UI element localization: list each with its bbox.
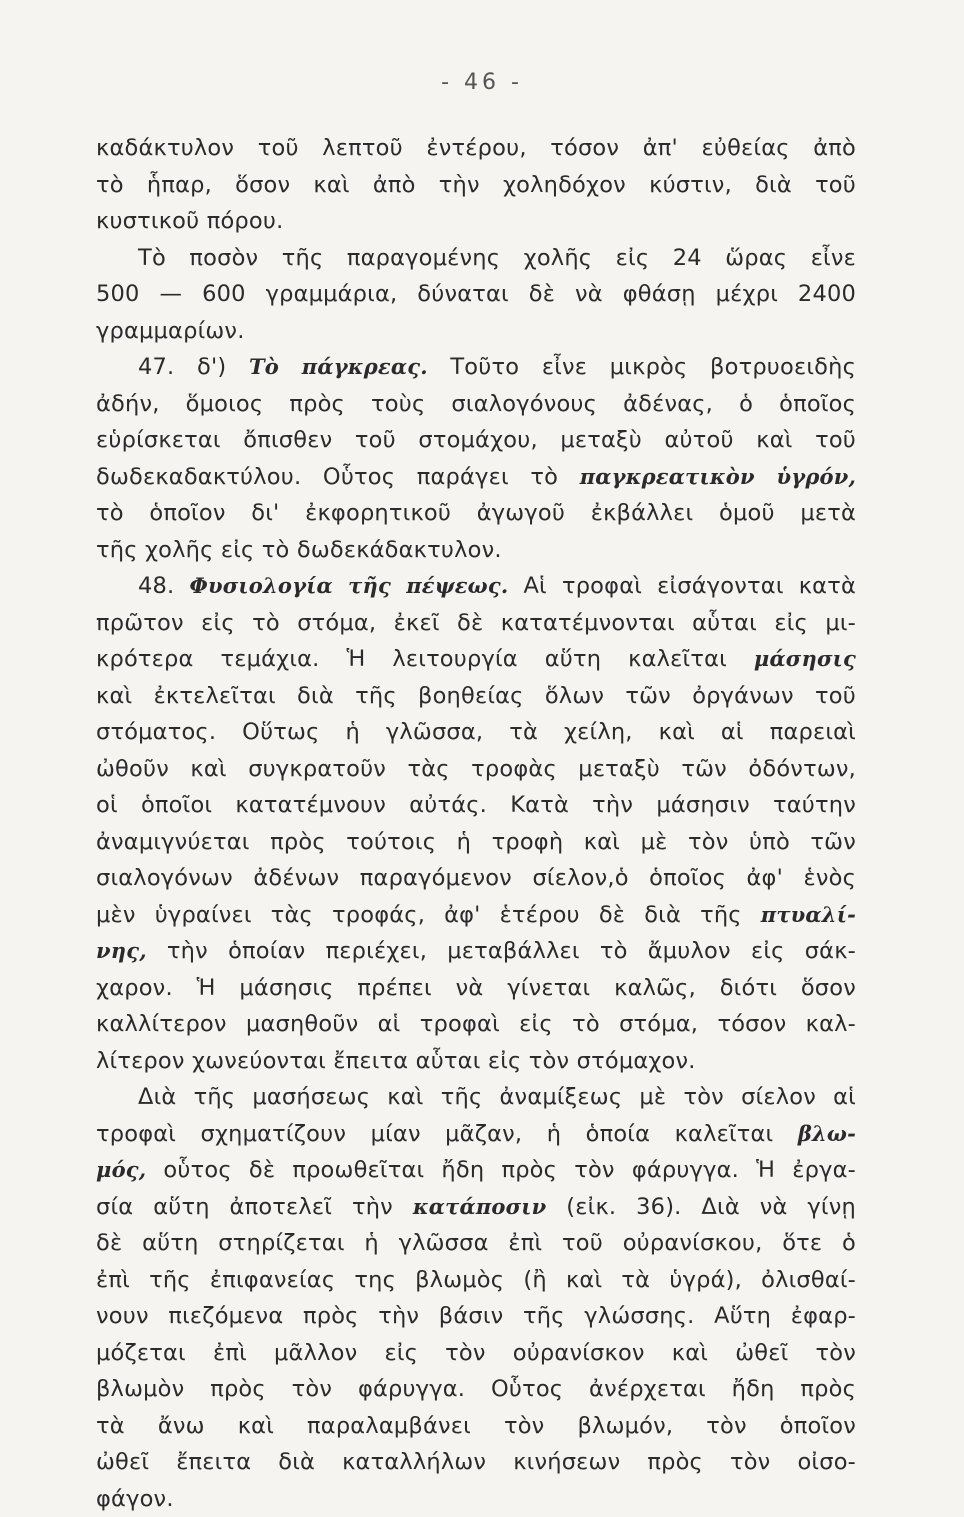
text-line: ὠθεῖ ἔπειτα διὰ καταλλήλων κινήσεων πρὸς τὸν οἰσο- xyxy=(96,1444,856,1481)
line-text: μὲν ὑγραίνει τὰς τροφάς, ἀφ' ἑτέρου δὲ διὰ τῆς xyxy=(96,902,761,928)
page-number: - 46 - xyxy=(0,70,964,95)
text-line: σιαλογόνων ἀδένων παραγόμενον σίελον,ὁ ὁποῖος ἀφ' ἑνὸς xyxy=(96,860,856,897)
emphasized-term: Φυσιολογία τῆς πέψεως. xyxy=(189,573,508,598)
text-line: μόζεται ἐπὶ μᾶλλον εἰς τὸν οὐρανίσκον καὶ ὠθεῖ τὸν xyxy=(96,1335,856,1372)
text-line xyxy=(96,1116,856,1153)
text-line: δὲ αὕτη στηρίζεται ἡ γλῶσσα ἐπὶ τοῦ οὐρανίσκου, ὅτε ὁ xyxy=(96,1225,856,1262)
text-line: βλωμὸν πρὸς τὸν φάρυγγα. Οὗτος ἀνέρχεται ἤδη πρὸς xyxy=(96,1371,856,1408)
text-line: τὸ ὁποῖον δι' ἐκφορητικοῦ ἀγωγοῦ ἐκβάλλει ὁμοῦ μετὰ xyxy=(96,495,856,532)
text-line: οἱ ὁποῖοι κατατέμνουν αὐτάς. Κατὰ τὴν μάσησιν ταύτην xyxy=(96,787,856,824)
line-text: οὗτος δὲ προωθεῖται ἤδη πρὸς τὸν φάρυγγα. Ἡ ἐργα- xyxy=(146,1157,856,1183)
emphasized-term: μάσησις xyxy=(754,646,856,671)
text-line: ἀδήν, ὅμοιος πρὸς τοὺς σιαλογόνους ἀδένας, ὁ ὁποῖος xyxy=(96,386,856,423)
text-line: ὠθοῦν καὶ συγκρατοῦν τὰς τροφὰς μεταξὺ τῶν ὀδόντων, xyxy=(96,751,856,788)
text-line: Τὸ ποσὸν τῆς παραγομένης χολῆς εἰς 24 ὥρας εἶνε xyxy=(96,240,856,277)
text-line: καδάκτυλον τοῦ λεπτοῦ ἐντέρου, τόσον ἀπ' εὐθείας ἀπὸ xyxy=(96,130,856,167)
text-line: τὸ ἧπαρ, ὅσον καὶ ἀπὸ τὴν χοληδόχον κύστιν, διὰ τοῦ xyxy=(96,167,856,204)
text-line: 500 — 600 γραμμάρια, δύναται δὲ νὰ φθάσῃ μέχρι 2400 xyxy=(96,276,856,313)
line-text: σία αὕτη ἀποτελεῖ τὴν xyxy=(96,1194,413,1220)
text-line: πρῶτον εἰς τὸ στόμα, ἐκεῖ δὲ κατατέμνονται αὗται εἰς μι- xyxy=(96,605,856,642)
emphasized-term: μός, xyxy=(96,1157,146,1182)
text-line: εὑρίσκεται ὄπισθεν τοῦ στομάχου, μεταξὺ αὐτοῦ καὶ τοῦ xyxy=(96,422,856,459)
text-line: στόματος. Οὕτως ἡ γλῶσσα, τὰ χείλη, καὶ αἱ παρειαὶ xyxy=(96,714,856,751)
text-line: χαρον. Ἡ μάσησις πρέπει νὰ γίνεται καλῶς, διότι ὅσον xyxy=(96,970,856,1007)
text-line: καλλίτερον μασηθοῦν αἱ τροφαὶ εἰς τὸ στόμα, τόσον καλ- xyxy=(96,1006,856,1043)
text-line: Διὰ τῆς μασήσεως καὶ τῆς ἀναμίξεως μὲ τὸν σίελον αἱ xyxy=(96,1079,856,1116)
text-line: ἀναμιγνύεται πρὸς τούτοις ἡ τροφὴ καὶ μὲ τὸν ὑπὸ τῶν xyxy=(96,824,856,861)
emphasized-term: Τὸ πάγκρεας. xyxy=(249,354,428,379)
text-line: λίτερον χωνεύονται ἔπειτα αὗται εἰς τὸν στόμαχον. xyxy=(96,1043,856,1080)
line-text: Τοῦτο εἶνε μικρὸς βοτρυοειδὴς xyxy=(428,354,856,380)
text-line: τὰ ἄνω καὶ παραλαμβάνει τὸν βλωμόν, τὸν ὁποῖον xyxy=(96,1408,856,1445)
line-text: τροφαὶ σχηματίζουν μίαν μᾶζαν, ἡ ὁποία καλεῖται xyxy=(96,1121,798,1147)
text-line xyxy=(96,1189,856,1226)
emphasized-term: παγκρεατικὸν ὑγρόν, xyxy=(580,464,856,489)
text-line: κυστικοῦ πόρου. xyxy=(96,203,856,240)
emphasized-term: βλω- xyxy=(798,1121,856,1146)
emphasized-term: πτυαλί- xyxy=(761,902,856,927)
line-text: Αἱ τροφαὶ εἰσάγονται κατὰ xyxy=(508,573,856,599)
text-line xyxy=(96,933,856,970)
line-text: (εἰκ. 36). Διὰ νὰ γίνῃ xyxy=(546,1194,856,1220)
line-text: 48. xyxy=(138,573,189,599)
line-text: 47. δ') xyxy=(138,354,249,380)
text-line: καὶ ἐκτελεῖται διὰ τῆς βοηθείας ὅλων τῶν ὀργάνων τοῦ xyxy=(96,678,856,715)
line-text: κρότερα τεμάχια. Ἡ λειτουργία αὕτη καλεῖται xyxy=(96,646,754,672)
line-text: δωδεκαδακτύλου. Οὗτος παράγει τὸ xyxy=(96,464,580,490)
text-line: ἐπὶ τῆς ἐπιφανείας της βλωμὸς (ἢ καὶ τὰ ὑγρά), ὀλισθαί- xyxy=(96,1262,856,1299)
text-line xyxy=(96,897,856,934)
text-line xyxy=(96,459,856,496)
emphasized-term: νης, xyxy=(96,938,147,963)
emphasized-term: κατάποσιν xyxy=(413,1194,547,1219)
text-line xyxy=(96,568,856,605)
text-line: φάγον. xyxy=(96,1481,856,1517)
text-line: γραμμαρίων. xyxy=(96,313,856,350)
text-line: τῆς χολῆς εἰς τὸ δωδεκάδακτυλον. xyxy=(96,532,856,569)
line-text: τὴν ὁποίαν περιέχει, μεταβάλλει τὸ ἄμυλον εἰς σάκ- xyxy=(147,938,856,964)
text-line xyxy=(96,1152,856,1189)
text-line xyxy=(96,349,856,386)
text-line xyxy=(96,641,856,678)
text-line: νουν πιεζόμενα πρὸς τὴν βάσιν τῆς γλώσσης. Αὕτη ἐφαρ- xyxy=(96,1298,856,1335)
body-text xyxy=(96,130,856,1517)
